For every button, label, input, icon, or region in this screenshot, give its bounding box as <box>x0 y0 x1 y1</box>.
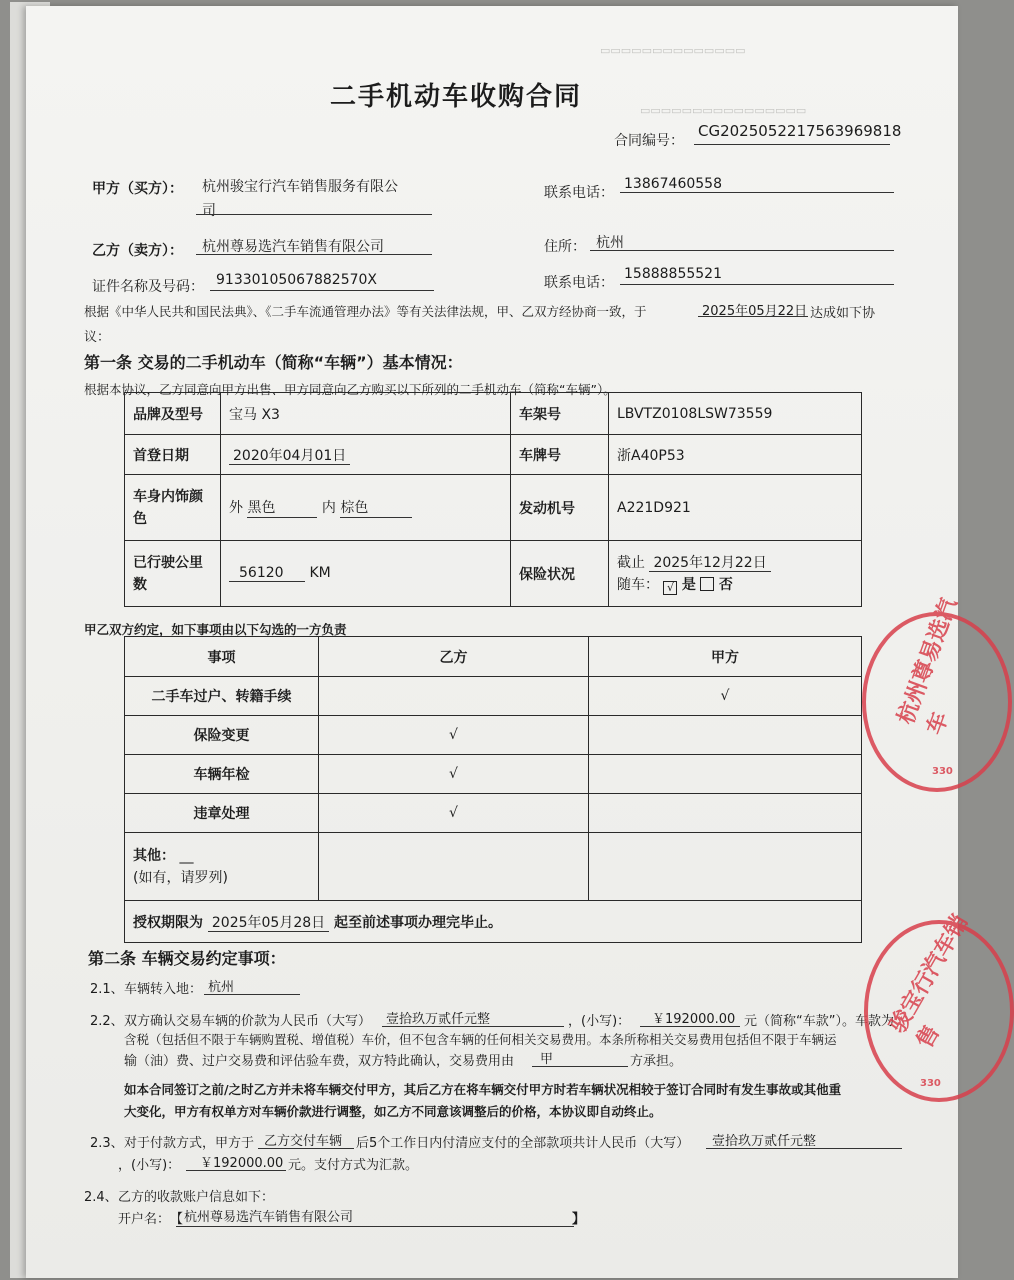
underline <box>640 1026 740 1027</box>
insurance-cell <box>609 541 862 607</box>
duty-b-mark: √ <box>319 794 589 833</box>
account-name: 杭州尊易选汽车销售有限公司 <box>184 1210 354 1225</box>
underline <box>698 316 808 317</box>
duty-other-value: __ <box>179 847 194 864</box>
preamble-text-tail: 议： <box>84 330 111 345</box>
party-b-phone: 15888855521 <box>624 266 722 282</box>
duty-item: 保险变更 <box>125 716 319 755</box>
bleed-through-text: ▭▭▭▭▭▭▭▭▭▭▭▭▭▭ <box>600 44 746 57</box>
brand-label: 品牌及型号 <box>125 393 221 435</box>
party-b-address: 杭州 <box>596 235 624 251</box>
mileage-unit: KM <box>309 565 331 581</box>
color-label: 车身内饰颜色 <box>125 475 221 541</box>
table-row <box>125 677 862 716</box>
agreement-date: 2025年05月22日 <box>702 304 808 319</box>
party-b-label: 乙方（卖方）： <box>92 243 183 259</box>
account-bracket-open: 【 <box>170 1212 184 1227</box>
seal-a-text: 骏宝行汽车销售 <box>885 910 974 1053</box>
company-seal-a <box>864 910 1014 1102</box>
no-checkbox <box>700 577 714 591</box>
duty-a-mark <box>589 755 862 794</box>
payment-condition: 乙方交付车辆 <box>264 1134 343 1149</box>
insurance-label: 保险状况 <box>511 541 609 607</box>
duty-table <box>124 636 862 943</box>
duty-a-mark <box>589 833 862 901</box>
insurance-prefix: 截止 <box>617 554 645 571</box>
article-2-heading: 第二条 车辆交易约定事项： <box>88 949 286 968</box>
underline <box>620 192 894 193</box>
reg-date-value: 2020年04月01日 <box>229 448 350 465</box>
table-row <box>125 755 862 794</box>
interior-color: 棕色 <box>340 497 412 518</box>
account-bracket-close: 】 <box>572 1212 586 1227</box>
vehicle-info-table <box>124 392 862 607</box>
company-seal-b <box>862 595 1012 792</box>
contract-no-label: 合同编号： <box>614 133 684 149</box>
clause-2-1-label: 车辆转入地： <box>124 982 203 997</box>
clause-2-1-value: 杭州 <box>208 980 235 995</box>
duty-a-mark: √ <box>589 677 862 716</box>
duty-b-mark <box>319 833 589 901</box>
duty-b-mark: √ <box>319 755 589 794</box>
mileage-label: 已行驶公里数 <box>125 541 221 607</box>
clause-2-2-line2: 含税（包括但不限于车辆购置税、增值税）车价，但不包含车辆的任何相关交易费用。本条所称相关交易费用包括但不限于车辆运 <box>124 1032 837 1047</box>
table-row <box>125 794 862 833</box>
underline <box>706 1148 902 1149</box>
underline <box>210 290 434 291</box>
color-cell <box>221 475 511 541</box>
duty-other-cell <box>125 833 319 901</box>
price-lower: ￥192000.00 <box>652 1012 736 1027</box>
price-upper: 壹拾玖万贰仟元整 <box>386 1012 491 1027</box>
clause-2-2-text: 双方确认交易车辆的价款为人民币（大写） <box>124 1014 372 1029</box>
underline <box>620 284 894 285</box>
vin-label: 车架号 <box>511 393 609 435</box>
preamble-text-end: 达成如下协 <box>810 306 876 321</box>
underline <box>176 1226 574 1227</box>
preamble-text: 根据《中华人民共和国民法典》、《二手车流通管理办法》等有关法律法规，甲、乙双方经协商一致，于 <box>84 304 647 319</box>
party-b-phone-label: 联系电话： <box>544 275 614 291</box>
vin-value: LBVTZ0108LSW73559 <box>609 393 862 435</box>
clause-2-2-text-end: 元（简称“车款”）。车款为 <box>744 1014 894 1029</box>
payment-upper: 壹拾玖万贰仟元整 <box>712 1134 817 1149</box>
duty-header-b: 乙方 <box>319 637 589 677</box>
clause-2-3-text: 对于付款方式，甲方于 <box>124 1136 255 1151</box>
bleed-through-text: ▭▭▭▭▭▭▭▭▭▭▭▭▭▭▭▭ <box>640 104 807 117</box>
duty-item: 二手车过户、转籍手续 <box>125 677 319 716</box>
insurance-with-car-row <box>617 574 853 596</box>
underline <box>196 254 432 255</box>
underline <box>590 250 894 251</box>
party-a-phone-label: 联系电话： <box>544 185 614 201</box>
mileage-cell <box>221 541 511 607</box>
party-a-phone: 13867460558 <box>624 176 722 192</box>
clause-2-2-line3-end: 方承担。 <box>630 1054 683 1069</box>
with-car-label: 随车： <box>617 576 659 593</box>
clause-2-4-label: 乙方的收款账户信息如下： <box>118 1190 275 1205</box>
yes-label: 是 <box>681 576 696 593</box>
adjustment-clause-line2: 大变化，甲方有权单方对车辆价款进行调整，如乙方不同意该调整后的价格，本协议即自动终止。 <box>124 1104 662 1119</box>
duty-item: 车辆年检 <box>125 755 319 794</box>
clause-2-1-num: 2.1、 <box>90 982 124 997</box>
table-row <box>125 901 862 943</box>
no-label: 否 <box>718 576 733 593</box>
clause-2-3-text-mid: 后5个工作日内付清应支付的全部款项共计人民币（大写） <box>356 1136 690 1151</box>
underline <box>694 144 890 145</box>
reg-date-cell <box>221 435 511 475</box>
plate-label: 车牌号 <box>511 435 609 475</box>
duty-item: 违章处理 <box>125 794 319 833</box>
exterior-prefix: 外 <box>229 500 243 516</box>
document-title: 二手机动车收购合同 <box>330 82 583 112</box>
duty-a-mark <box>589 716 862 755</box>
duty-a-mark <box>589 794 862 833</box>
party-b-id: 91330105067882570X <box>216 272 378 288</box>
clause-2-3-lower-label: ，(小写)： <box>118 1158 181 1173</box>
seal-a-code: 330 <box>920 1078 941 1089</box>
duty-other-row <box>133 845 310 867</box>
underline <box>204 994 300 995</box>
duty-header-item: 事项 <box>125 637 319 677</box>
account-name-label: 开户名： <box>118 1212 171 1227</box>
clause-2-4-num: 2.4、 <box>84 1190 118 1205</box>
party-a-label: 甲方（买方）： <box>92 181 183 197</box>
party-b-name: 杭州尊易选汽车销售有限公司 <box>202 239 384 255</box>
party-a-name-line2: 司 <box>202 203 216 219</box>
yes-checkbox: √ <box>663 581 677 595</box>
party-b-address-label: 住所： <box>544 239 586 255</box>
auth-label: 授权期限为 <box>133 914 203 931</box>
mileage-value: 56120 <box>229 565 305 582</box>
payment-lower: ￥192000.00 <box>200 1156 284 1171</box>
duty-other-note: (如有，请罗列) <box>133 869 228 886</box>
contract-no-value: CG2025052217563969818 <box>698 122 902 140</box>
exterior-color: 黑色 <box>247 497 317 518</box>
article-1-heading: 第一条 交易的二手机动车（简称“车辆”）基本情况： <box>84 353 463 372</box>
seal-b-text: 杭州尊易选汽车 <box>893 595 963 739</box>
article-1-intro: 根据本协议，乙方同意向甲方出售、甲方同意向乙方购买以下所列的二手机动车（简称“车辆”）。 <box>84 382 616 397</box>
engine-label: 发动机号 <box>511 475 609 541</box>
brand-value: 宝马 X3 <box>221 393 511 435</box>
auth-period-cell <box>125 901 862 943</box>
clause-2-2-lower-label: ，(小写)： <box>568 1014 631 1029</box>
interior-prefix: 内 <box>321 500 336 516</box>
duty-header-a: 甲方 <box>589 637 862 677</box>
plate-value: 浙A40P53 <box>609 435 862 475</box>
underline <box>186 1170 286 1171</box>
reg-date-label: 首登日期 <box>125 435 221 475</box>
engine-value: A221D921 <box>609 475 862 541</box>
insurance-date: 2025年12月22日 <box>649 555 770 572</box>
underline <box>382 1026 564 1027</box>
auth-suffix: 起至前述事项办理完毕止。 <box>334 914 503 931</box>
seal-b-code: 330 <box>932 766 953 777</box>
duty-intro: 甲乙双方约定，如下事项由以下勾选的一方负责 <box>84 622 347 637</box>
clause-2-2-num: 2.2、 <box>90 1014 124 1029</box>
party-a-name-line1: 杭州骏宝行汽车销售服务有限公 <box>202 179 398 195</box>
clause-2-3-text-end: 元。支付方式为汇款。 <box>288 1158 419 1173</box>
clause-2-2-line3: 输（油）费、过户交易费和评估验车费，双方特此确认，交易费用由 <box>124 1054 515 1069</box>
underline <box>532 1066 628 1067</box>
adjustment-clause-line1: 如本合同签订之前/之时乙方并未将车辆交付甲方，其后乙方在将车辆交付甲方时若车辆状况相较于签订合同时有发生事故或其他重 <box>124 1082 842 1097</box>
auth-date: 2025年05月28日 <box>208 915 329 932</box>
duty-other-label: 其他： <box>133 847 175 864</box>
underline <box>258 1148 354 1149</box>
table-row <box>125 833 862 901</box>
underline <box>196 214 432 215</box>
insurance-expiry-row <box>617 552 853 574</box>
duty-b-mark <box>319 677 589 716</box>
clause-2-3-num: 2.3、 <box>90 1136 124 1151</box>
table-row <box>125 716 862 755</box>
fee-payer: 甲 <box>540 1052 554 1067</box>
party-b-id-label: 证件名称及号码： <box>92 279 204 295</box>
duty-b-mark: √ <box>319 716 589 755</box>
